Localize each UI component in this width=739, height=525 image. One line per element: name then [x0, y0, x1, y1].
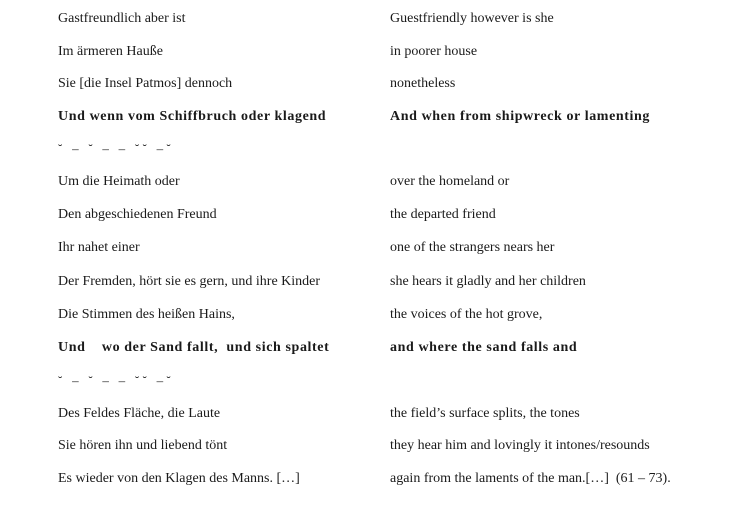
german-line-7: Ihr nahet einer — [58, 240, 140, 255]
german-line-11: Des Feldes Fläche, die Laute — [58, 406, 221, 421]
english-line-7: one of the strangers nears her — [390, 240, 555, 255]
english-line-1: Guestfriendly however is she — [390, 11, 554, 26]
english-line-13: again from the laments of the man.[…] (61 – 73). — [390, 471, 671, 486]
english-line-6: the departed friend — [390, 207, 496, 222]
english-line-11: the field’s surface splits, the tones — [390, 406, 580, 421]
english-line-12: they hear him and lovingly it intones/resounds — [390, 438, 650, 453]
metrical-scansion-2: ˘ – ˘ – – ˘ ˘ – ˘ — [58, 373, 171, 388]
english-line-4: And when from shipwreck or lamenting — [390, 109, 651, 124]
english-line-2: in poorer house — [390, 44, 478, 59]
german-line-2: Im ärmeren Hauße — [58, 44, 163, 59]
metrical-scansion-1: ˘ – ˘ – – ˘ ˘ – ˘ — [58, 141, 171, 156]
english-line-3: nonetheless — [390, 76, 456, 91]
german-line-12: Sie hören ihn und liebend tönt — [58, 438, 228, 453]
german-line-9: Die Stimmen des heißen Hains, — [58, 307, 235, 322]
english-line-9: the voices of the hot grove, — [390, 307, 543, 322]
german-line-5: Um die Heimath oder — [58, 174, 180, 189]
german-line-3: Sie [die Insel Patmos] dennoch — [58, 76, 233, 91]
english-line-10: and where the sand falls and — [390, 340, 578, 355]
german-line-13: Es wieder von den Klagen des Manns. […] — [58, 471, 300, 486]
english-line-5: over the homeland or — [390, 174, 510, 189]
german-line-8: Der Fremden, hört sie es gern, und ihre Kinder — [58, 274, 321, 289]
german-line-1: Gastfreundlich aber ist — [58, 11, 186, 26]
german-line-10: Und wo der Sand fallt, und sich spaltet — [58, 340, 330, 355]
german-line-4: Und wenn vom Schiffbruch oder klagend — [58, 109, 327, 124]
german-line-6: Den abgeschiedenen Freund — [58, 207, 217, 222]
english-line-8: she hears it gladly and her children — [390, 274, 586, 289]
